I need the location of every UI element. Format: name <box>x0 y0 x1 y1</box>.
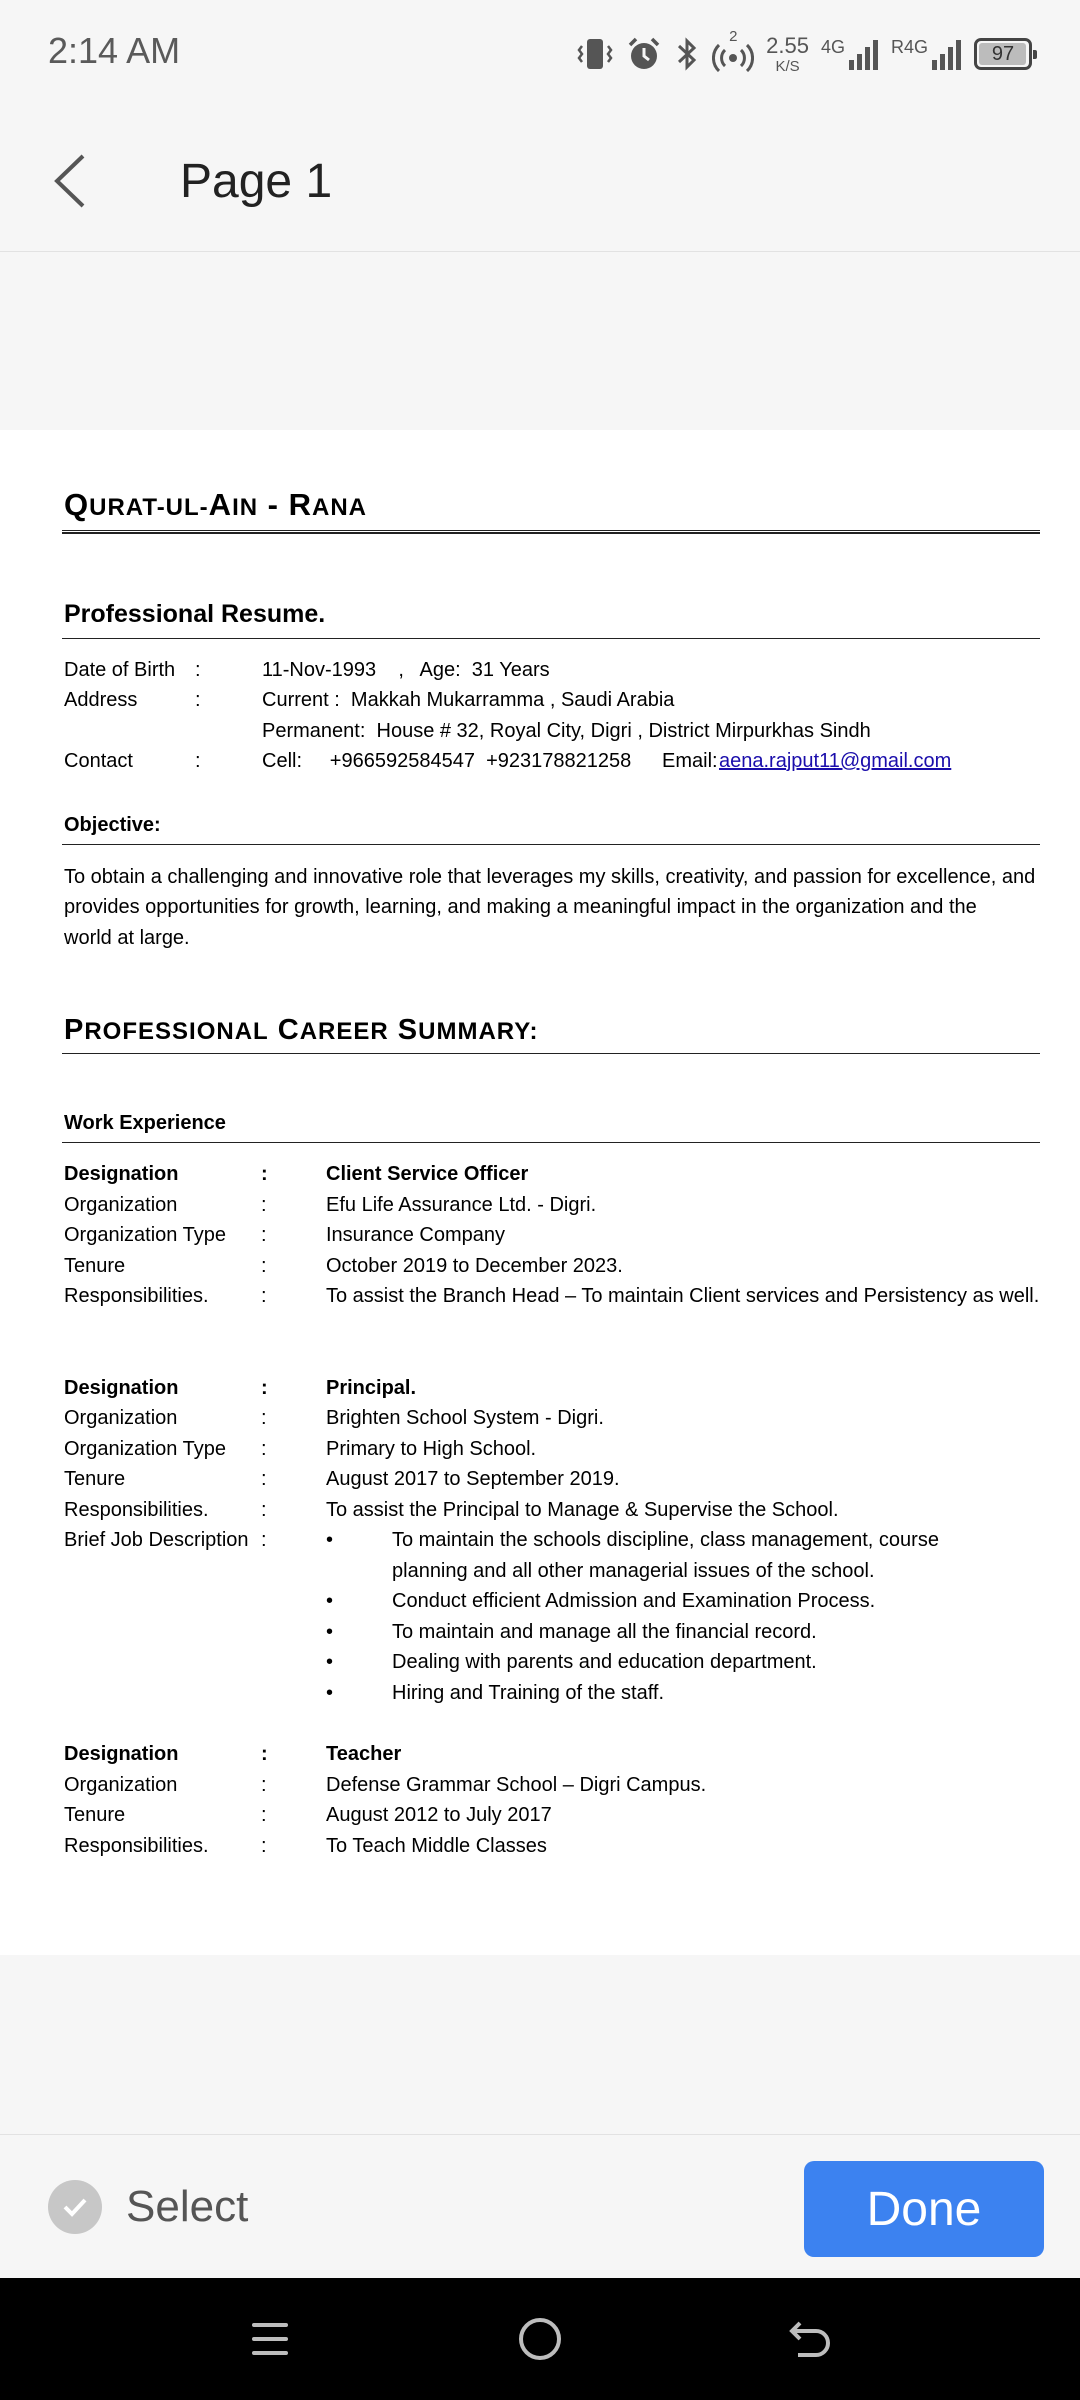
designation-value: Principal. <box>326 1377 417 1399</box>
tenure-value: October 2019 to December 2023. <box>326 1255 623 1277</box>
document-page <box>0 430 1080 1955</box>
name-text: A <box>208 487 233 522</box>
colon: : <box>261 1224 267 1246</box>
colon: : <box>195 659 201 681</box>
system-nav-bar <box>0 2278 1080 2400</box>
menu-icon <box>248 2317 292 2361</box>
tenure-label: Tenure <box>64 1468 126 1490</box>
brief-label: Brief Job Description <box>64 1529 249 1551</box>
heading-text: S <box>397 1014 419 1046</box>
chevron-left-icon <box>53 153 87 209</box>
name-divider <box>62 530 1040 534</box>
organization-value: Defense Grammar School – Digri Campus. <box>326 1774 707 1796</box>
battery-icon <box>974 38 1032 70</box>
heading-text: P <box>64 1014 85 1046</box>
name-text: -UL- <box>156 494 209 521</box>
organization-type-label: Organization Type <box>64 1438 226 1460</box>
signal-bars-icon <box>849 38 879 70</box>
colon: : <box>261 1529 267 1551</box>
colon: : <box>195 689 201 711</box>
colon: : <box>195 750 201 772</box>
designation-label: Designation <box>64 1743 179 1765</box>
contact-label: Contact <box>64 750 133 772</box>
alarm-icon <box>626 36 662 72</box>
brief-item: planning and all other managerial issues of the school. <box>392 1560 875 1582</box>
contact-cell: Cell: +966592584547 +923178821258 <box>262 750 632 772</box>
organization-type-value: Insurance Company <box>326 1224 505 1246</box>
net-speed-value: 2.55 <box>766 32 809 58</box>
work-experience-heading: Work Experience <box>64 1112 226 1134</box>
organization-type-value: Primary to High School. <box>326 1438 537 1460</box>
status-bar <box>0 0 1080 110</box>
resume-name <box>64 487 367 523</box>
name-text: - <box>258 487 289 522</box>
done-button[interactable]: Done <box>804 2161 1044 2257</box>
network-speed <box>766 32 809 75</box>
colon: : <box>261 1285 267 1307</box>
colon: : <box>261 1438 267 1460</box>
designation-label: Designation <box>64 1377 179 1399</box>
designation-value: Client Service Officer <box>326 1163 529 1185</box>
brief-item: To maintain and manage all the financial record. <box>392 1621 817 1643</box>
tenure-label: Tenure <box>64 1255 126 1277</box>
colon: : <box>261 1255 267 1277</box>
colon: : <box>261 1804 267 1826</box>
bullet: • <box>326 1529 334 1551</box>
back-arrow-icon <box>786 2315 834 2363</box>
hotspot-icon <box>712 28 754 72</box>
colon: : <box>261 1407 267 1429</box>
section-divider <box>62 844 1040 845</box>
heading-text: ROFESSIONAL <box>84 1018 269 1045</box>
name-text: URAT <box>89 494 157 521</box>
dob-value: 11-Nov-1993 , Age: 31 Years <box>262 659 550 681</box>
tenure-value: August 2017 to September 2019. <box>326 1468 620 1490</box>
colon: : <box>261 1835 267 1857</box>
action-bar <box>0 2134 1080 2278</box>
tenure-value: August 2012 to July 2017 <box>326 1804 552 1826</box>
address-label: Address <box>64 689 138 711</box>
vibrate-icon <box>576 36 614 72</box>
bluetooth-icon <box>674 36 700 72</box>
responsibilities-value: To Teach Middle Classes <box>326 1835 547 1857</box>
hotspot-count: 2 <box>729 28 738 45</box>
objective-line: world at large. <box>64 927 190 949</box>
colon: : <box>261 1194 267 1216</box>
colon: : <box>261 1163 268 1185</box>
back-nav-button[interactable] <box>775 2304 845 2374</box>
colon: : <box>261 1743 268 1765</box>
organization-value: Efu Life Assurance Ltd. - Digri. <box>326 1194 597 1216</box>
bullet: • <box>326 1621 334 1643</box>
name-text: R <box>288 487 313 522</box>
organization-type-label: Organization Type <box>64 1224 226 1246</box>
objective-line: provides opportunities for growth, learning, and making a meaningful impact in the organization and the <box>64 896 977 918</box>
bullet: • <box>326 1682 334 1704</box>
responsibilities-label: Responsibilities. <box>64 1499 209 1521</box>
status-time: 2:14 AM <box>48 30 181 71</box>
email-label: Email: <box>662 750 718 772</box>
dob-label: Date of Birth <box>64 659 176 681</box>
signal-sim2 <box>891 38 962 70</box>
back-button[interactable] <box>40 146 100 216</box>
section-divider <box>62 1053 1040 1054</box>
designation-value: Teacher <box>326 1743 402 1765</box>
brief-item: To maintain the schools discipline, class management, course <box>392 1529 939 1551</box>
status-icons <box>576 26 1032 82</box>
brief-item: Conduct efficient Admission and Examination Process. <box>392 1590 876 1612</box>
responsibilities-label: Responsibilities. <box>64 1835 209 1857</box>
menu-nav-button[interactable] <box>235 2304 305 2374</box>
bullet: • <box>326 1590 334 1612</box>
address-permanent: Permanent: House # 32, Royal City, Digri , District Mirpurkhas Sindh <box>262 720 871 742</box>
objective-heading: Objective: <box>64 814 161 836</box>
signal1-label: 4G <box>820 37 845 57</box>
designation-label: Designation <box>64 1163 179 1185</box>
brief-item: Hiring and Training of the staff. <box>392 1682 665 1704</box>
organization-value: Brighten School System - Digri. <box>326 1407 604 1429</box>
organization-label: Organization <box>64 1774 178 1796</box>
heading-text: AREER <box>299 1018 389 1045</box>
app-header <box>0 110 1080 252</box>
brief-item: Dealing with parents and education department. <box>392 1651 817 1673</box>
check-icon <box>48 2180 102 2234</box>
objective-line: To obtain a challenging and innovative role that leverages my skills, creativity, and passion for excellence, and <box>64 866 1036 888</box>
tenure-label: Tenure <box>64 1804 126 1826</box>
responsibilities-label: Responsibilities. <box>64 1285 209 1307</box>
home-nav-button[interactable] <box>505 2304 575 2374</box>
resume-heading: Professional Resume. <box>64 600 326 628</box>
page-title: Page 1 <box>180 155 333 208</box>
organization-label: Organization <box>64 1194 178 1216</box>
responsibilities-value: To assist the Principal to Manage & Supervise the School. <box>326 1499 839 1521</box>
colon: : <box>261 1377 268 1399</box>
bullet: • <box>326 1651 334 1673</box>
signal2-label: R4G <box>890 37 928 57</box>
email-link[interactable]: aena.rajput11@gmail.com <box>719 750 952 772</box>
signal-sim1 <box>821 38 879 70</box>
heading-text: C <box>277 1014 300 1046</box>
address-current: Current : Makkah Mukarramma , Saudi Arabia <box>262 689 675 711</box>
select-button[interactable] <box>48 2167 248 2247</box>
name-text: Q <box>64 487 90 522</box>
home-circle-icon <box>516 2315 564 2363</box>
colon: : <box>261 1468 267 1490</box>
responsibilities-value: To assist the Branch Head – To maintain Client services and Persistency as well. <box>326 1285 1040 1307</box>
section-divider <box>62 1142 1040 1143</box>
colon: : <box>261 1774 267 1796</box>
name-text: ANA <box>312 494 368 521</box>
select-label: Select <box>126 2182 249 2231</box>
signal-bars-icon <box>932 38 962 70</box>
net-speed-unit: K/S <box>775 57 800 75</box>
career-summary-heading <box>64 1014 538 1047</box>
heading-text: UMMARY: <box>418 1018 539 1045</box>
battery-level: 97 <box>991 42 1015 65</box>
name-text: IN <box>232 494 259 521</box>
section-divider <box>62 638 1040 639</box>
colon: : <box>261 1499 267 1521</box>
organization-label: Organization <box>64 1407 178 1429</box>
